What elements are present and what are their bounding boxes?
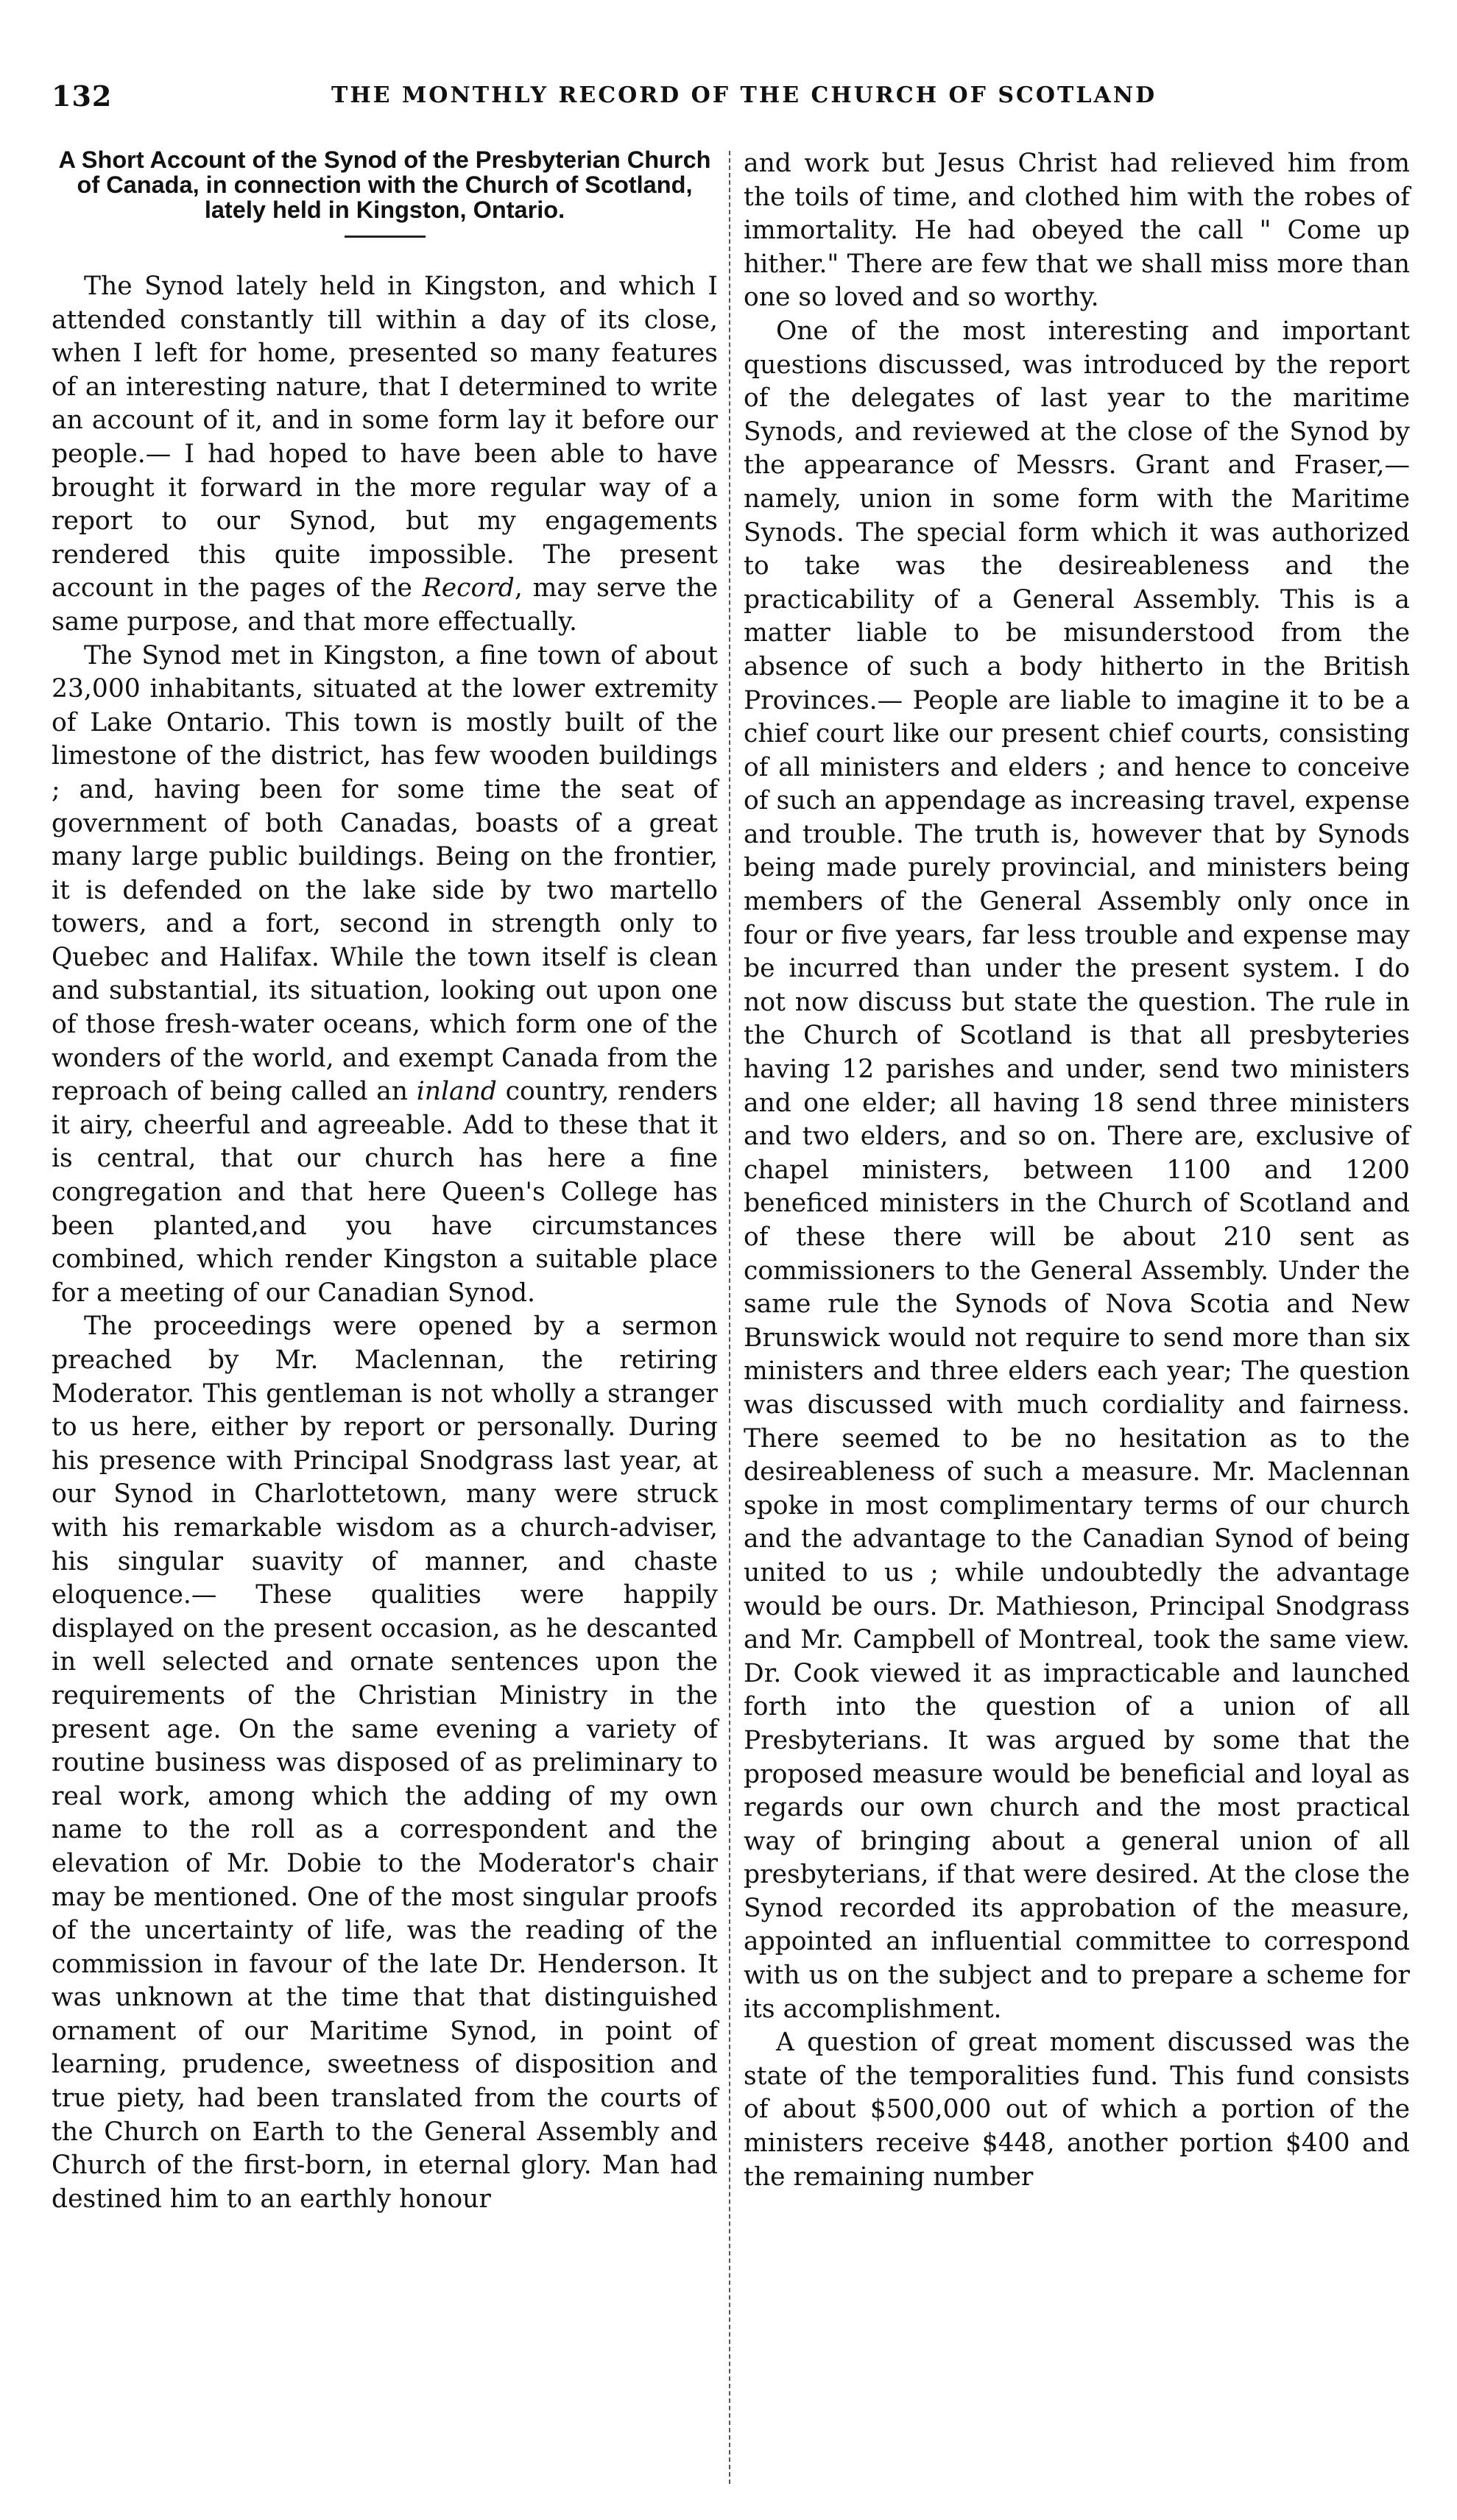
article-heading: A Short Account of the Synod of the Presbyterian Church of Canada, in connection with the Church of Scotland, lately held in Kingston, Ontario. [58, 146, 711, 223]
paragraph-text: country, renders it airy, cheerful and agreeable. Add to these that it is central, that our church has here a fine congregation and that here Queen's College has been planted,and you have circumstances combined, which render Kingston a suitable place for a meeting of our Canadian Synod. [52, 1077, 718, 1308]
column-divider [729, 151, 730, 2484]
left-column [52, 147, 718, 2216]
italic-text: inland [416, 1077, 497, 1107]
paragraph-text: The Synod met in Kingston, a fine town of about 23,000 inhabitants, situated at the lower extremity of Lake Ontario. This town is mostly built of the limestone of the district, has few wooden buildings ; and, having been for some time the seat of government of both Canadas, boasts of a great many large public buildings. Being on the frontier, it is defended on the lake side by two martello towers, and a fort, second in strength only to Quebec and Halifax. While the town itself is clean and substantial, its situation, looking out upon one of those fresh-water oceans, which form one of the wonders of the world, and exempt Canada from the reproach of being called an [52, 640, 718, 1107]
paragraph [52, 270, 718, 640]
paragraph: The proceedings were opened by a sermon preached by Mr. Maclennan, the retiring Moderator. This gentleman is not wholly a stranger to us here, either by report or personally. During his presence with Principal Snodgrass last year, at our Synod in Charlottetown, many were struck with his remarkable wisdom as a church-adviser, his singular suavity of manner, and chaste eloquence.— These qualities were happily displayed on the present occasion, as he descanted in well selected and ornate sentences upon the requirements of the Christian Ministry in the present age. On the same evening a variety of routine business was disposed of as preliminary to real work, among which the adding of my own name to the roll as a correspondent and the elevation of Mr. Dobie to the Moderator's chair may be mentioned. One of the most singular proofs of the uncertainty of life, was the reading of the commission in favour of the late Dr. Henderson. It was unknown at the time that that distinguished ornament of our Maritime Synod, in point of learning, prudence, sweetness of disposition and true piety, had been translated from the courts of the Church on Earth to the General Assembly and Church of the first-born, in eternal glory. Man had destined him to an earthly honour [52, 1312, 718, 2214]
running-head [52, 79, 1406, 124]
journal-title: THE MONTHLY RECORD OF THE CHURCH OF SCOTLAND [331, 82, 1157, 108]
heading-rule [345, 236, 426, 238]
page-number: 132 [52, 79, 113, 113]
italic-text: Record [422, 573, 515, 604]
paragraph-text: The Synod lately held in Kingston, and which I attended constantly till within a day of its close, when I left for home, presented so many features of an interesting nature, that I determined to write an account of it, and in some form lay it before our people.— I had hoped to have been able to have brought it forward in the more regular way of a report to our Synod, but my engagements rendered this quite impossible. The present account in the pages of the [52, 272, 718, 604]
paragraph [52, 640, 718, 1311]
right-column [744, 147, 1410, 2194]
paragraph: and work but Jesus Christ had relieved him from the toils of time, and clothed him with the robes of immortality. He had obeyed the call " Come up hither." There are few that we shall miss more than one so loved and so worthy. [744, 149, 1410, 313]
paragraph: A question of great moment discussed was the state of the temporalities fund. This fund consists of about $500,000 out of which a portion of the ministers receive $448, another portion $400 and the remaining number [744, 2028, 1410, 2192]
paragraph-text: , may serve the same purpose, and that more effectually. [52, 573, 718, 637]
paragraph: One of the most interesting and important questions discussed, was introduced by the report of the delegates of last year to the maritime Synods, and reviewed at the close of the Synod by the appearance of Messrs. Grant and Fraser,—namely, union in some form with the Maritime Synods. The special form which it was authorized to take was the desireableness and the practicability of a General Assembly. This is a matter liable to be misunderstood from the absence of such a body hitherto in the British Provinces.— People are liable to imagine it to be a chief court like our present chief courts, consisting of all ministers and elders ; and hence to conceive of such an appendage as increasing travel, expense and trouble. The truth is, however that by Synods being made purely provincial, and ministers being members of the General Assembly only once in four or five years, far less trouble and expense may be incurred than under the present system. I do not now discuss but state the question. The rule in the Church of Scotland is that all presbyteries having 12 parishes and under, send two ministers and one elder; all having 18 send three ministers and two elders, and so on. There are, exclusive of chapel ministers, between 1100 and 1200 beneficed ministers in the Church of Scotland and of these there will be about 210 sent as commissioners to the General Assembly. Under the same rule the Synods of Nova Scotia and New Brunswick would not require to send more than six ministers and three elders each year; The question was discussed with much cordiality and fairness. There seemed to be no hesitation as to the desireableness of such a measure. Mr. Maclennan spoke in most complimentary terms of our church and the advantage to the Canadian Synod of being united to us ; while undoubtedly the advantage would be ours. Dr. Mathieson, Principal Snodgrass and Mr. Campbell of Montreal, took the same view. Dr. Cook viewed it as impracticable and launched forth into the question of a union of all Presbyterians. It was argued by some that the proposed measure would be beneficial and loyal as regards our own church and the most practical way of bringing about a general union of all presbyterians, if that were desired. At the close the Synod recorded its approbation of the measure, appointed an influential committee to correspond with us on the subject and to prepare a scheme for its accomplishment. [744, 316, 1410, 2024]
